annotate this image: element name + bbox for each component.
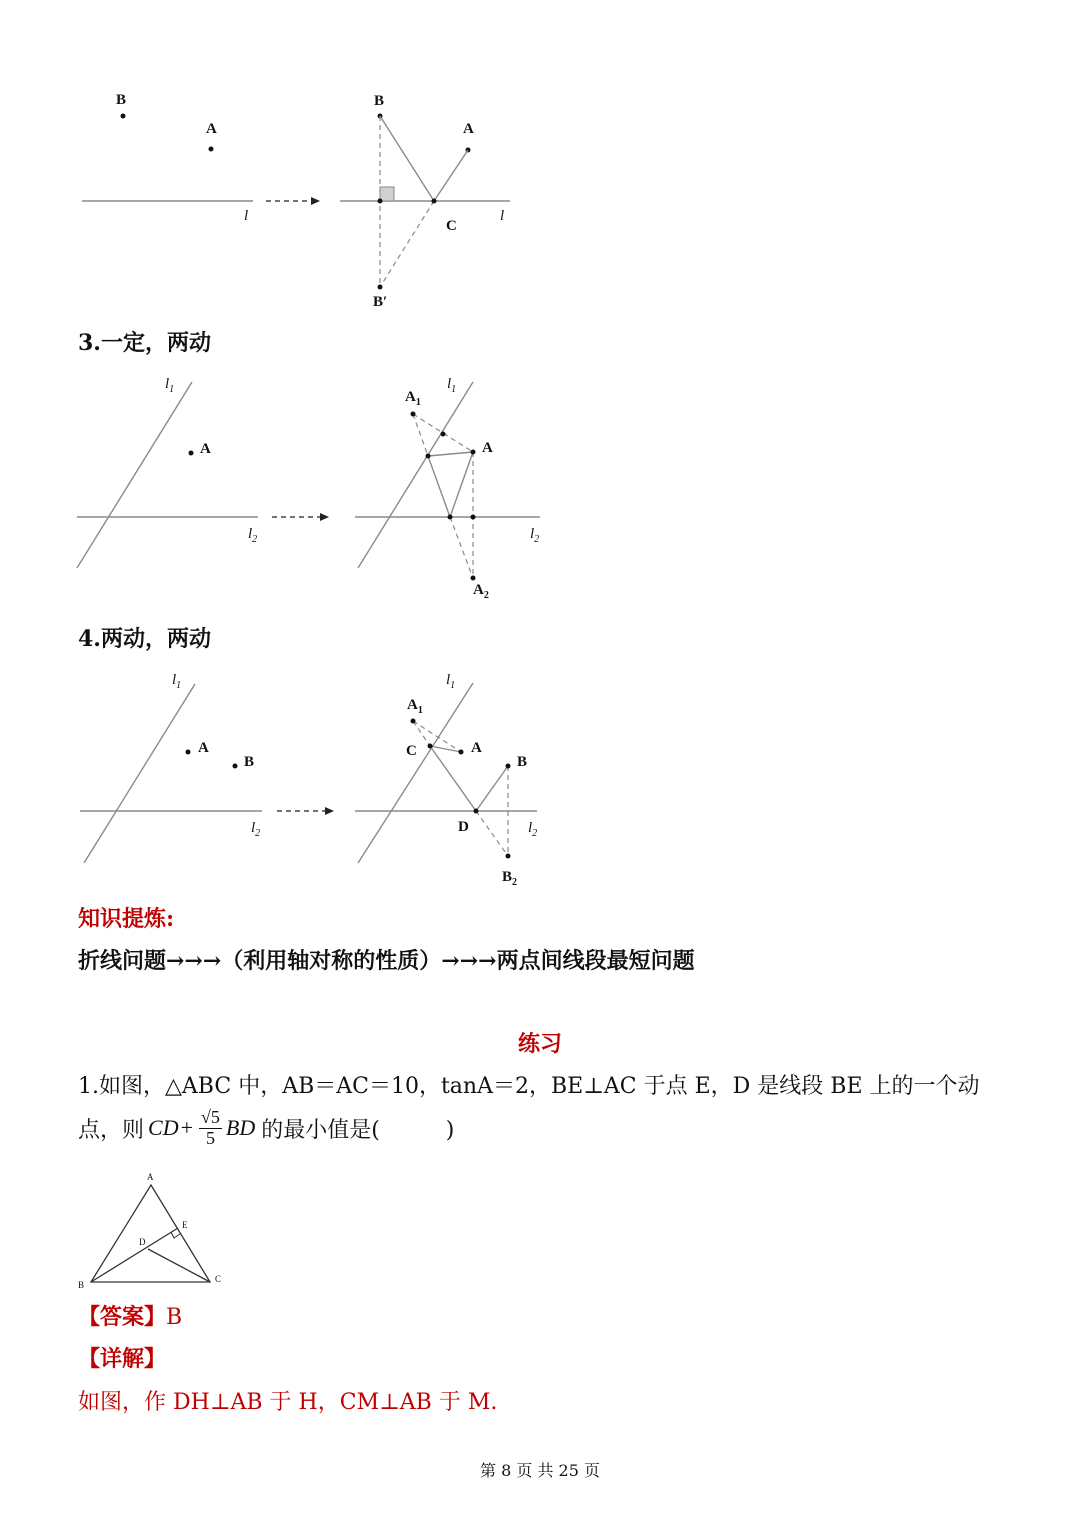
label-c: C bbox=[406, 743, 417, 759]
formula-bd: BD bbox=[225, 1115, 256, 1140]
answer-value: B bbox=[166, 1305, 183, 1330]
label-b: B bbox=[78, 1280, 85, 1290]
answer-line bbox=[78, 1300, 182, 1331]
label-a: A bbox=[471, 740, 482, 756]
label-a: A bbox=[463, 121, 474, 137]
label-b-prime: B′ bbox=[373, 294, 388, 310]
detail-label: 【详解】 bbox=[78, 1346, 167, 1372]
right-angle-mark bbox=[171, 1232, 180, 1238]
question-1-suffix: 的最小值是( ) bbox=[261, 1117, 455, 1143]
label-e: E bbox=[182, 1220, 188, 1230]
practice-title: 练习 bbox=[517, 1031, 562, 1057]
detail-text: 如图，作 DH⊥AB 于 H，CM⊥AB 于 M. bbox=[78, 1390, 498, 1415]
label-l1: $l_1$ bbox=[172, 672, 182, 691]
triangle-abc bbox=[91, 1185, 210, 1282]
question-1-line-1: 1.如图，△ABC 中，AB＝AC＝10，tanA＝2，BE⊥AC 于点 E，D 是线段 BE 上的一个动 bbox=[78, 1074, 980, 1099]
label-l2: $l_2$ bbox=[248, 526, 258, 545]
label-a2: $A_2$ bbox=[473, 582, 489, 601]
label-a1: $A_1$ bbox=[407, 697, 423, 716]
fraction-denominator: 5 bbox=[205, 1127, 215, 1148]
label-l: l bbox=[244, 208, 249, 224]
label-l1: $l_1$ bbox=[447, 376, 457, 395]
label-a: A bbox=[200, 441, 211, 457]
label-b: B bbox=[517, 754, 528, 770]
segment-be bbox=[91, 1228, 178, 1282]
label-a: A bbox=[198, 740, 209, 756]
label-a: A bbox=[147, 1172, 154, 1182]
answer-label: 【答案】 bbox=[78, 1304, 167, 1330]
label-a: A bbox=[482, 440, 493, 456]
section-4-title: 4.两动，两动 bbox=[78, 626, 211, 652]
formula-plus: + bbox=[180, 1115, 193, 1140]
label-c: C bbox=[215, 1274, 222, 1284]
label-d: D bbox=[139, 1237, 146, 1247]
label-a: A bbox=[206, 121, 217, 137]
page-footer: 第 8 页 共 25 页 bbox=[480, 1461, 600, 1480]
fraction-numerator: √5 bbox=[201, 1106, 220, 1127]
label-l1: $l_1$ bbox=[165, 376, 175, 395]
label-c: C bbox=[446, 218, 457, 234]
label-a1: $A_1$ bbox=[405, 389, 421, 408]
label-l2: $l_2$ bbox=[530, 526, 540, 545]
question-1-prefix: 点，则 bbox=[78, 1117, 145, 1143]
label-l1: $l_1$ bbox=[446, 672, 456, 691]
label-d: D bbox=[458, 819, 469, 835]
label-b: B bbox=[374, 93, 385, 109]
label-l2: $l_2$ bbox=[528, 820, 538, 839]
label-l2: $l_2$ bbox=[251, 820, 261, 839]
label-b: B bbox=[244, 754, 255, 770]
formula-cd: CD bbox=[148, 1115, 179, 1140]
knowledge-heading: 知识提炼: bbox=[78, 906, 175, 932]
label-b: B bbox=[116, 92, 127, 108]
label-l: l bbox=[500, 208, 505, 224]
knowledge-text: 折线问题→→→（利用轴对称的性质）→→→两点间线段最短问题 bbox=[78, 948, 695, 974]
section-3-title: 3.一定，两动 bbox=[78, 330, 211, 356]
label-b2: $B_2$ bbox=[502, 869, 518, 888]
